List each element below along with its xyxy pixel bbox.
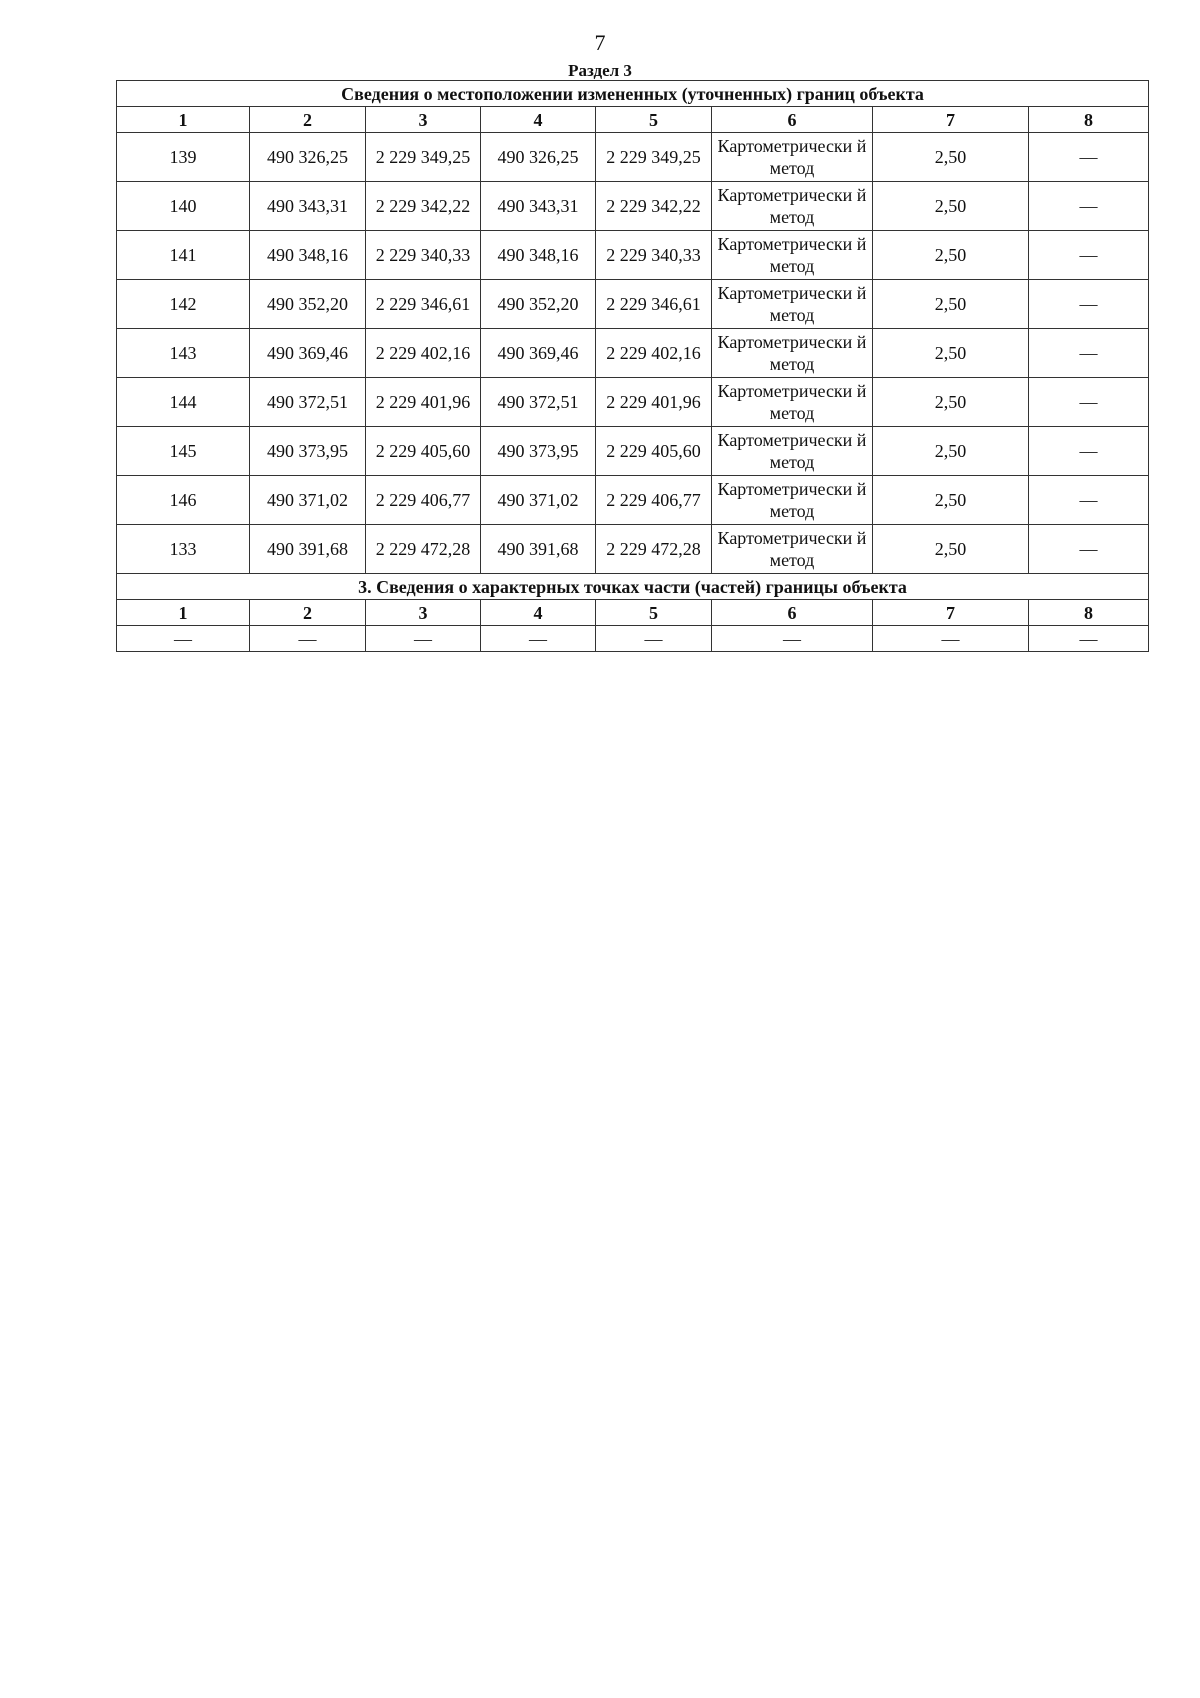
coordinates-table-body	[117, 81, 1149, 652]
table-cell: 490 343,31	[481, 182, 596, 231]
table1-column-numbers	[117, 107, 1149, 133]
table-cell: 490 371,02	[250, 476, 366, 525]
table-cell: 490 326,25	[481, 133, 596, 182]
table-cell: 490 373,95	[481, 427, 596, 476]
column-number-cell: 3	[366, 107, 481, 133]
table-cell: 2 229 340,33	[366, 231, 481, 280]
table-cell: Картометрически й метод	[712, 427, 873, 476]
column-number-cell: 8	[1029, 600, 1149, 626]
table-cell: 144	[117, 378, 250, 427]
table-cell: —	[117, 626, 250, 652]
table-cell: 2 229 346,61	[596, 280, 712, 329]
table-cell: Картометрически й метод	[712, 182, 873, 231]
table-cell: Картометрически й метод	[712, 280, 873, 329]
table-row	[117, 476, 1149, 525]
table-cell: Картометрически й метод	[712, 133, 873, 182]
table-cell: 2,50	[873, 231, 1029, 280]
table-cell: 141	[117, 231, 250, 280]
table-cell: 133	[117, 525, 250, 574]
table-row	[117, 378, 1149, 427]
table-row	[117, 280, 1149, 329]
page-number: 7	[594, 30, 606, 55]
table-cell: 145	[117, 427, 250, 476]
table-cell: 2,50	[873, 133, 1029, 182]
table-cell: 490 369,46	[250, 329, 366, 378]
table-cell: 2 229 406,77	[366, 476, 481, 525]
column-number-cell: 2	[250, 600, 366, 626]
table2-caption-text: 3. Сведения о характерных точках части (частей) границы объекта	[117, 574, 1149, 600]
table-row	[117, 329, 1149, 378]
table-cell: 146	[117, 476, 250, 525]
table-cell: 2,50	[873, 182, 1029, 231]
table-cell: 2 229 406,77	[596, 476, 712, 525]
table-cell: 490 343,31	[250, 182, 366, 231]
table-cell: —	[596, 626, 712, 652]
table-cell: 2 229 401,96	[366, 378, 481, 427]
table-cell: —	[250, 626, 366, 652]
table-cell: 490 326,25	[250, 133, 366, 182]
table-cell: 2 229 405,60	[366, 427, 481, 476]
table-row	[117, 182, 1149, 231]
table-cell: —	[873, 626, 1029, 652]
table-cell: 2 229 342,22	[366, 182, 481, 231]
table-row	[117, 427, 1149, 476]
table-cell: —	[712, 626, 873, 652]
column-number-cell: 5	[596, 600, 712, 626]
column-number-cell: 3	[366, 600, 481, 626]
table-cell: Картометрически й метод	[712, 329, 873, 378]
table-cell: 490 352,20	[250, 280, 366, 329]
table-row	[117, 525, 1149, 574]
column-number-cell: 4	[481, 600, 596, 626]
column-number-cell: 1	[117, 107, 250, 133]
table-cell: 2,50	[873, 525, 1029, 574]
column-number-cell: 6	[712, 107, 873, 133]
table-cell: Картометрически й метод	[712, 476, 873, 525]
table-cell: 2,50	[873, 329, 1029, 378]
table-cell: —	[1029, 182, 1149, 231]
column-number-cell: 2	[250, 107, 366, 133]
table-cell: 490 348,16	[481, 231, 596, 280]
table-cell: —	[1029, 626, 1149, 652]
table-row	[117, 231, 1149, 280]
table-cell: 142	[117, 280, 250, 329]
table-cell: 139	[117, 133, 250, 182]
table-cell: 490 391,68	[250, 525, 366, 574]
column-number-cell: 7	[873, 600, 1029, 626]
table-cell: 140	[117, 182, 250, 231]
table-cell: 2 229 401,96	[596, 378, 712, 427]
table1-caption-text: Сведения о местоположении измененных (уточненных) границ объекта	[117, 81, 1149, 107]
table-cell: —	[481, 626, 596, 652]
table-cell: 2 229 349,25	[596, 133, 712, 182]
table-cell: 2 229 340,33	[596, 231, 712, 280]
table-cell: —	[366, 626, 481, 652]
table-cell: 2 229 472,28	[596, 525, 712, 574]
table-cell: 490 369,46	[481, 329, 596, 378]
table-cell: 2,50	[873, 427, 1029, 476]
table-row	[117, 626, 1149, 652]
table-cell: —	[1029, 280, 1149, 329]
coordinates-table	[116, 80, 1149, 652]
table-cell: —	[1029, 427, 1149, 476]
table-cell: 2 229 472,28	[366, 525, 481, 574]
table1-caption	[117, 81, 1149, 107]
table-cell: 143	[117, 329, 250, 378]
table-cell: 490 352,20	[481, 280, 596, 329]
table-cell: 2 229 402,16	[596, 329, 712, 378]
table-cell: 490 391,68	[481, 525, 596, 574]
table-cell: 2 229 346,61	[366, 280, 481, 329]
table-cell: Картометрически й метод	[712, 231, 873, 280]
table-cell: —	[1029, 378, 1149, 427]
table-cell: —	[1029, 329, 1149, 378]
table-cell: Картометрически й метод	[712, 525, 873, 574]
table-cell: 490 371,02	[481, 476, 596, 525]
column-number-cell: 4	[481, 107, 596, 133]
table-cell: 490 373,95	[250, 427, 366, 476]
column-number-cell: 5	[596, 107, 712, 133]
table-row	[117, 133, 1149, 182]
table-cell: —	[1029, 231, 1149, 280]
table-cell: 2 229 402,16	[366, 329, 481, 378]
table-cell: Картометрически й метод	[712, 378, 873, 427]
table-cell: 2,50	[873, 280, 1029, 329]
table-cell: 2 229 405,60	[596, 427, 712, 476]
table-cell: —	[1029, 133, 1149, 182]
table-cell: —	[1029, 525, 1149, 574]
column-number-cell: 6	[712, 600, 873, 626]
table2-column-numbers	[117, 600, 1149, 626]
table-cell: 490 372,51	[250, 378, 366, 427]
table-cell: —	[1029, 476, 1149, 525]
table-cell: 2,50	[873, 476, 1029, 525]
column-number-cell: 1	[117, 600, 250, 626]
table-cell: 2 229 349,25	[366, 133, 481, 182]
table-cell: 490 372,51	[481, 378, 596, 427]
table-cell: 2 229 342,22	[596, 182, 712, 231]
table-cell: 2,50	[873, 378, 1029, 427]
column-number-cell: 8	[1029, 107, 1149, 133]
section-title: Раздел 3	[568, 61, 632, 80]
table-cell: 490 348,16	[250, 231, 366, 280]
table2-caption	[117, 574, 1149, 600]
column-number-cell: 7	[873, 107, 1029, 133]
